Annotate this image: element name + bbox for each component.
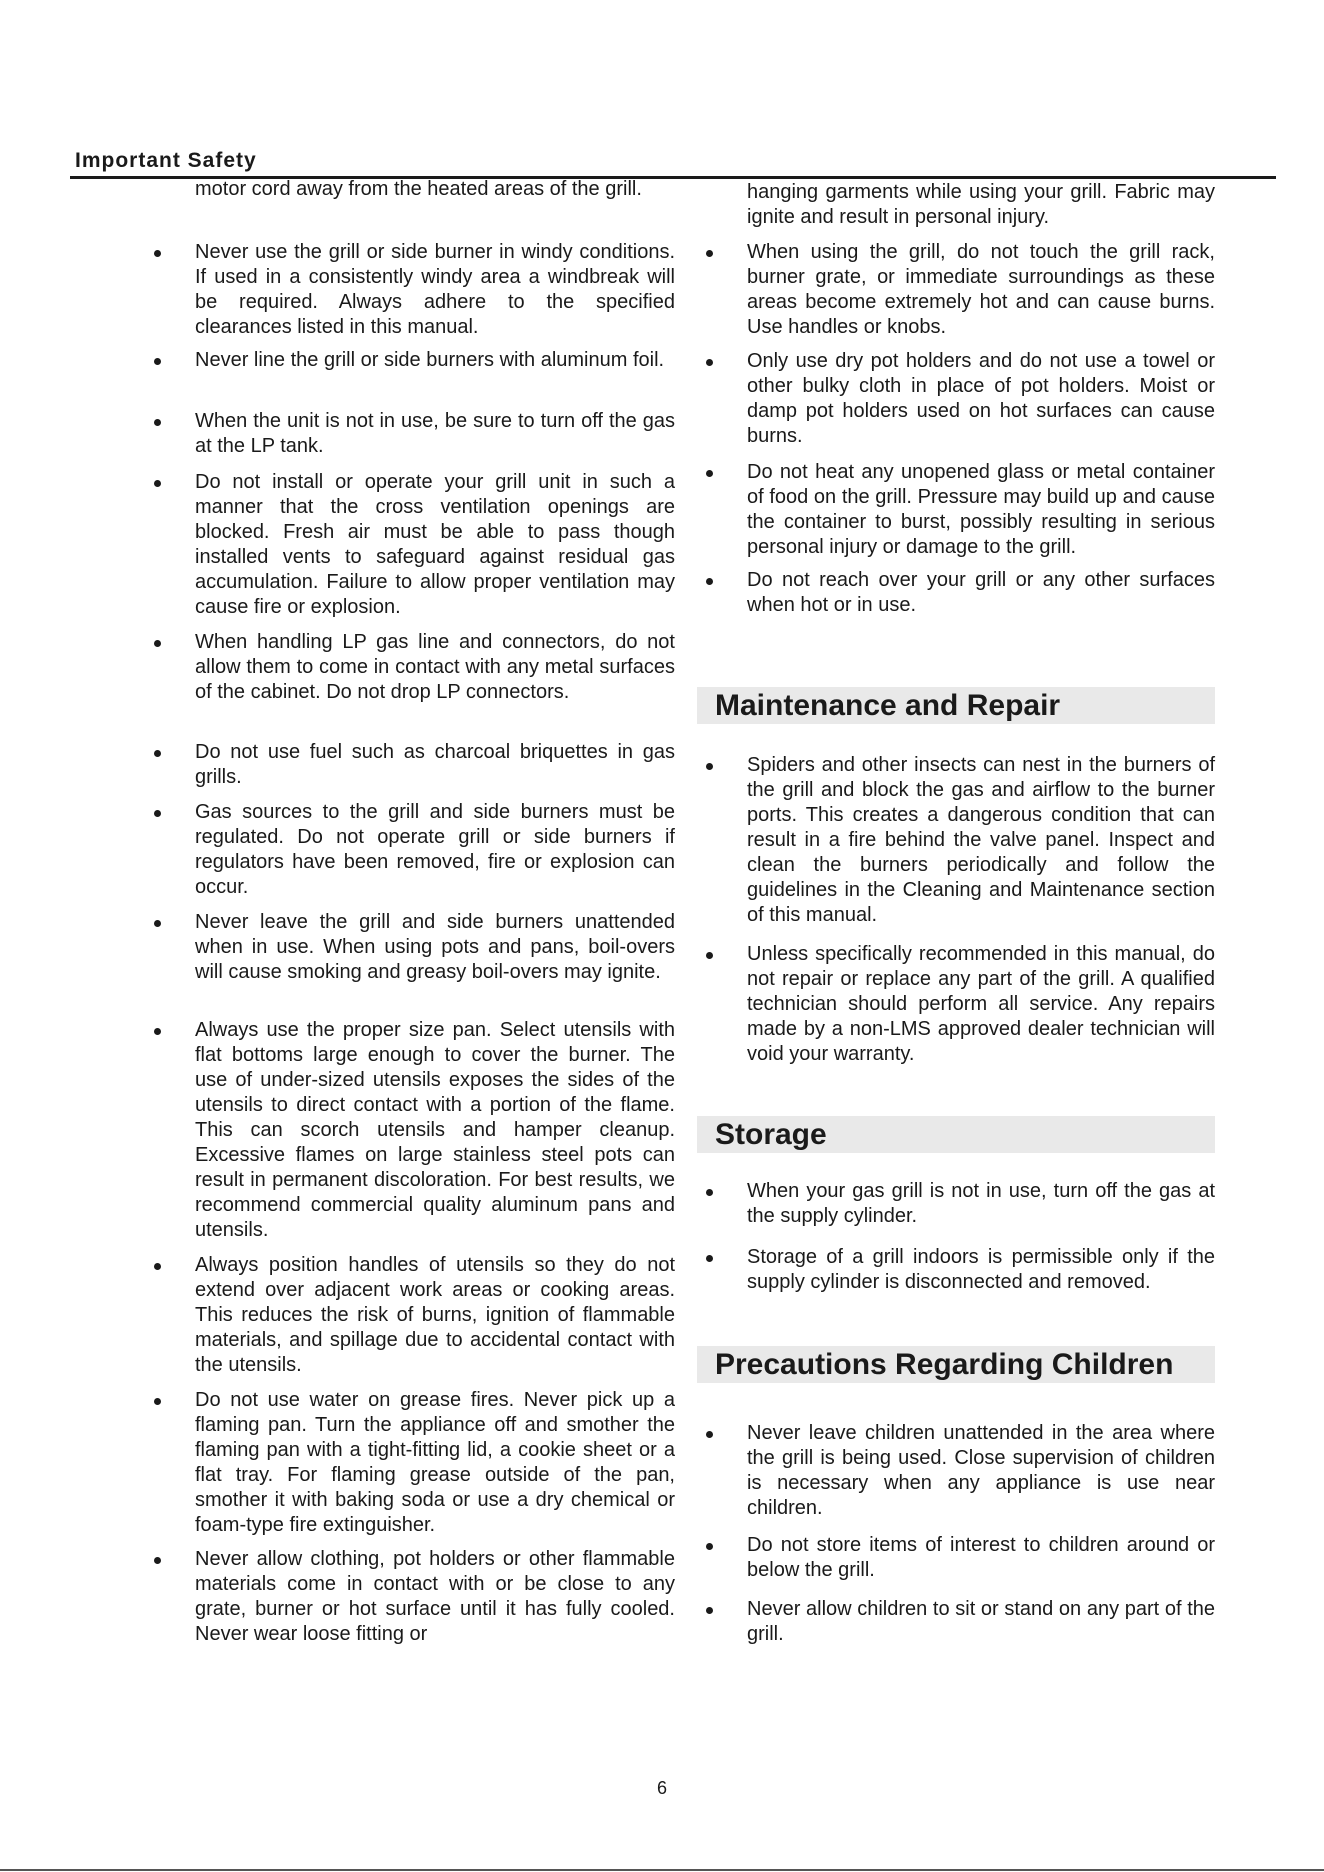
- bullet-icon: [706, 578, 713, 585]
- list-item: Never leave children unattended in the area where the grill is being used. Close supervision of children is necessary when any appliance is use near children.: [697, 1421, 1215, 1521]
- list-item: Do not heat any unopened glass or metal container of food on the grill. Pressure may build up and cause the container to burst, possibly resulting in serious personal injury or damage to the grill.: [697, 460, 1215, 560]
- children-heading: Precautions Regarding Children: [697, 1346, 1215, 1383]
- continued-text: hanging garments while using your grill. Fabric may ignite and result in personal injury.: [747, 181, 1215, 228]
- bullet-icon: [154, 1398, 161, 1405]
- list-item: Always position handles of utensils so they do not extend over adjacent work areas or cooking areas. This reduces the risk of burns, ignition of flammable materials, and spillage due to accidental contact with the utensils.: [145, 1253, 675, 1378]
- maintenance-heading: Maintenance and Repair: [697, 687, 1215, 724]
- bottom-divider: [0, 1869, 1324, 1871]
- list-item: When the unit is not in use, be sure to turn off the gas at the LP tank.: [145, 409, 675, 459]
- header-title: Important Safety: [75, 149, 257, 172]
- bullet-icon: [154, 1028, 161, 1035]
- page-number: 6: [656, 1778, 667, 1798]
- list-item: Storage of a grill indoors is permissible only if the supply cylinder is disconnected and removed.: [697, 1245, 1215, 1295]
- bullet-icon: [706, 763, 713, 770]
- bullet-icon: [154, 1557, 161, 1564]
- storage-heading: Storage: [697, 1116, 1215, 1153]
- list-item: Do not reach over your grill or any other surfaces when hot or in use.: [697, 568, 1215, 618]
- list-item: Only use dry pot holders and do not use a towel or other bulky cloth in place of pot holders. Moist or damp pot holders used on hot surfaces can cause burns.: [697, 349, 1215, 449]
- bullet-icon: [154, 480, 161, 487]
- bullet-icon: [154, 419, 161, 426]
- bullet-icon: [706, 470, 713, 477]
- list-item: Never allow clothing, pot holders or other flammable materials come in contact with or be close to any grate, burner or hot surface until it has fully cooled. Never wear loose fitting or: [145, 1547, 675, 1647]
- bullet-icon: [706, 1543, 713, 1550]
- list-item: Do not use water on grease fires. Never pick up a flaming pan. Turn the appliance off and smother the flaming pan with a tight-fitting lid, a cookie sheet or a flat tray. For flaming grease outside of the pan, smother it with baking soda or use a dry chemical or foam-type fire extinguisher.: [145, 1388, 675, 1538]
- list-item: Unless specifically recommended in this manual, do not repair or replace any part of the grill. A qualified technician should perform all service. Any repairs made by a non-LMS approved dealer technician will void your warranty.: [697, 942, 1215, 1067]
- list-item: Never line the grill or side burners with aluminum foil.: [145, 348, 675, 373]
- list-item: Gas sources to the grill and side burners must be regulated. Do not operate grill or side burners if regulators have been removed, fire or explosion can occur.: [145, 800, 675, 900]
- bullet-icon: [154, 250, 161, 257]
- list-item: Do not use fuel such as charcoal briquettes in gas grills.: [145, 740, 675, 790]
- continued-text: motor cord away from the heated areas of the grill.: [195, 178, 642, 200]
- page-header: [70, 148, 1276, 179]
- bullet-icon: [706, 1431, 713, 1438]
- bullet-icon: [154, 810, 161, 817]
- list-item: Always use the proper size pan. Select utensils with flat bottoms large enough to cover the burner. The use of under-sized utensils exposes the sides of the utensils to direct contact with a portion of the flame. This can scorch utensils and hamper cleanup. Excessive flames on large stainless steel pots can result in permanent discoloration. For best results, we recommend commercial quality aluminum pans and utensils.: [145, 1018, 675, 1243]
- list-item: Spiders and other insects can nest in the burners of the grill and block the gas and airflow to the burner ports. This creates a dangerous condition that can result in a fire behind the valve panel. Inspect and clean the burners periodically and follow the guidelines in the Cleaning and Maintenance section of this manual.: [697, 753, 1215, 928]
- list-item: When your gas grill is not in use, turn off the gas at the supply cylinder.: [697, 1179, 1215, 1229]
- bullet-icon: [706, 952, 713, 959]
- list-item: Never allow children to sit or stand on any part of the grill.: [697, 1597, 1215, 1647]
- bullet-icon: [154, 920, 161, 927]
- bullet-icon: [706, 1189, 713, 1196]
- bullet-icon: [706, 359, 713, 366]
- list-item: When using the grill, do not touch the grill rack, burner grate, or immediate surroundings as these areas become extremely hot and can cause burns. Use handles or knobs.: [697, 240, 1215, 340]
- bullet-icon: [706, 250, 713, 257]
- list-item: Do not install or operate your grill unit in such a manner that the cross ventilation openings are blocked. Fresh air must be able to pass though installed vents to safeguard against residual gas accumulation. Failure to allow proper ventilation may cause fire or explosion.: [145, 470, 675, 620]
- bullet-icon: [154, 1263, 161, 1270]
- bullet-icon: [706, 1607, 713, 1614]
- list-item: When handling LP gas line and connectors, do not allow them to come in contact with any metal surfaces of the cabinet. Do not drop LP connectors.: [145, 630, 675, 705]
- bullet-icon: [154, 358, 161, 365]
- list-item: Do not store items of interest to children around or below the grill.: [697, 1533, 1215, 1583]
- list-item: Never leave the grill and side burners unattended when in use. When using pots and pans, boil-overs will cause smoking and greasy boil-overs may ignite.: [145, 910, 675, 985]
- list-item: Never use the grill or side burner in windy conditions. If used in a consistently windy area a windbreak will be required. Always adhere to the specified clearances listed in this manual.: [145, 240, 675, 340]
- bullet-icon: [154, 750, 161, 757]
- bullet-icon: [154, 640, 161, 647]
- bullet-icon: [706, 1255, 713, 1262]
